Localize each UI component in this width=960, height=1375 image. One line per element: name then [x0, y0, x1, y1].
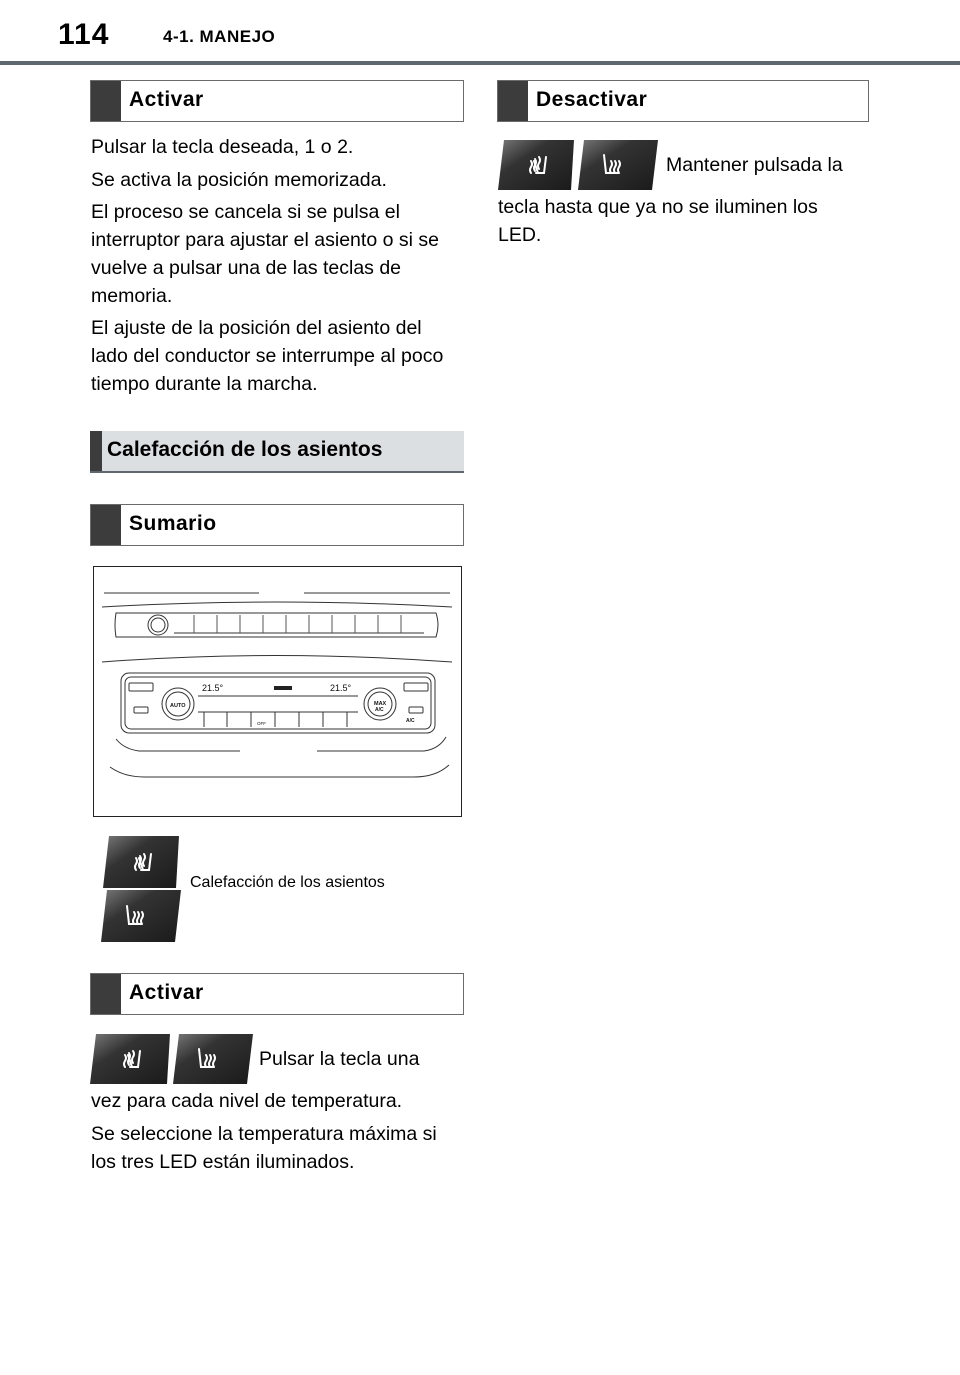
page-number: 114 — [58, 18, 110, 51]
paragraph: Se seleccione la temperatura máxima si los tres LED están iluminados. — [91, 1123, 437, 1173]
heading-label: Activar — [129, 88, 204, 111]
heading-label: Activar — [129, 981, 204, 1004]
inline-text: Pulsar la tecla una — [259, 1048, 420, 1070]
max-label: MAX — [374, 701, 387, 707]
temp-right-text: 21.5° — [330, 683, 352, 693]
figure-caption: Calefacción de los asientos — [190, 874, 385, 891]
heading-bar — [91, 505, 121, 545]
seat-heating-button — [103, 836, 179, 893]
inline-text: Mantener pulsada la — [666, 154, 843, 176]
section-label: Calefacción de los asientos — [107, 438, 383, 461]
heading-label: Sumario — [129, 512, 217, 535]
heading-activar-2 — [90, 973, 464, 1015]
heading-bar — [91, 974, 121, 1014]
fan-level-indicator — [274, 686, 292, 690]
chapter-title: 4-1. MANEJO — [163, 27, 276, 46]
seat-back-heating-button — [173, 1034, 253, 1089]
heading-bar — [91, 81, 121, 121]
section-bar — [90, 431, 102, 471]
paragraph: Se activa la posición memorizada. — [91, 169, 387, 191]
ac-label-button: A/C — [406, 718, 415, 724]
seat-heating-icon — [90, 1034, 170, 1084]
temp-left-text: 21.5° — [202, 683, 224, 693]
seat-back-heating-icon — [101, 890, 181, 942]
heading-desactivar — [497, 80, 869, 122]
paragraph: tecla hasta que ya no se iluminen los LED. — [498, 196, 818, 246]
paragraph: Pulsar la tecla deseada, 1 o 2. — [91, 136, 354, 158]
heading-activar — [90, 80, 464, 122]
heading-bar — [498, 81, 528, 121]
seat-back-heating-icon — [173, 1034, 253, 1084]
off-label: OFF — [257, 721, 266, 726]
seat-heating-button — [90, 1034, 170, 1089]
paragraph: El ajuste de la posición del asiento del lado del conductor se interrumpe al poco tiempo durante la marcha. — [91, 317, 444, 395]
seat-back-heating-button — [578, 140, 658, 195]
auto-label: AUTO — [170, 703, 186, 709]
seat-heating-icon — [498, 140, 574, 190]
seat-back-heating-icon — [578, 140, 658, 190]
ac-label-knob: A/C — [375, 707, 384, 713]
heading-label: Desactivar — [536, 88, 648, 111]
paragraph: vez para cada nivel de temperatura. — [91, 1090, 403, 1112]
section-heading — [90, 431, 464, 473]
seat-heating-icon — [103, 836, 179, 888]
climate-panel-drawing — [94, 567, 461, 816]
heading-sumario — [90, 504, 464, 546]
header-rule — [0, 61, 960, 65]
paragraph: El proceso se cancela si se pulsa el interruptor para ajustar el asiento o si se vuelve a pulsar una de las teclas de memoria. — [91, 201, 439, 307]
climate-panel-figure — [93, 566, 462, 817]
seat-heating-button — [498, 140, 574, 195]
seat-back-heating-button — [101, 890, 181, 947]
